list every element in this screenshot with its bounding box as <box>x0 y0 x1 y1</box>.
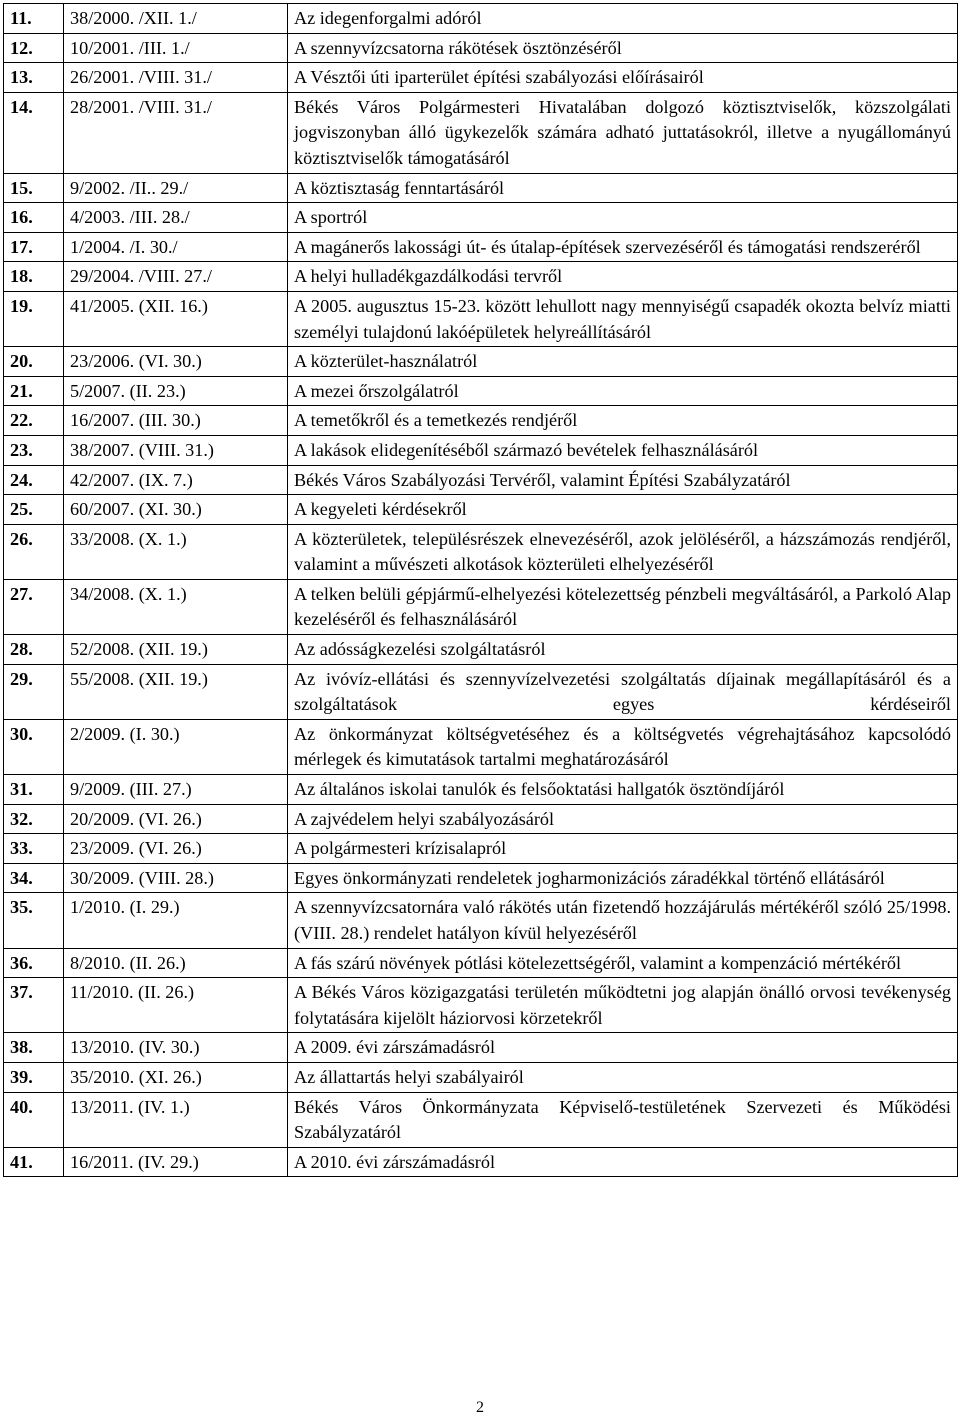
table-row <box>4 978 958 1033</box>
decree-reference: 1/2004. /I. 30./ <box>64 232 288 262</box>
decree-reference: 4/2003. /III. 28./ <box>64 203 288 233</box>
table-row <box>4 347 958 377</box>
decree-title: A köztisztaság fenntartásáról <box>288 173 958 203</box>
decree-title: A zajvédelem helyi szabályozásáról <box>288 804 958 834</box>
decree-title: A 2005. augusztus 15-23. között lehullott nagy mennyiségű csapadék okozta belvíz miatti személyi tulajdonú lakóépületek helyreállításáról <box>288 291 958 346</box>
decree-title: A fás szárú növények pótlási kötelezettségéről, valamint a kompenzáció mértékéről <box>288 948 958 978</box>
table-row <box>4 635 958 665</box>
decree-title: A 2009. évi zárszámadásról <box>288 1033 958 1063</box>
decree-reference: 33/2008. (X. 1.) <box>64 524 288 579</box>
row-number: 26. <box>4 524 64 579</box>
row-number: 38. <box>4 1033 64 1063</box>
row-number: 21. <box>4 376 64 406</box>
table-row <box>4 1062 958 1092</box>
decree-reference: 5/2007. (II. 23.) <box>64 376 288 406</box>
decree-title: Az ivóvíz-ellátási és szennyvízelvezetési szolgáltatás díjainak megállapításáról és a szolgáltatások egyes kérdéseiről <box>288 664 958 719</box>
decree-reference: 52/2008. (XII. 19.) <box>64 635 288 665</box>
decree-reference: 16/2007. (III. 30.) <box>64 406 288 436</box>
table-row <box>4 435 958 465</box>
decree-table-body <box>4 4 958 1177</box>
row-number: 30. <box>4 719 64 774</box>
decree-title: A temetőkről és a temetkezés rendjéről <box>288 406 958 436</box>
table-row <box>4 804 958 834</box>
table-row <box>4 376 958 406</box>
decree-reference: 13/2010. (IV. 30.) <box>64 1033 288 1063</box>
row-number: 18. <box>4 262 64 292</box>
decree-reference: 9/2002. /II.. 29./ <box>64 173 288 203</box>
decree-title: A telken belüli gépjármű-elhelyezési kötelezettség pénzbeli megváltásáról, a Parkoló Alap kezeléséről és felhasználásáról <box>288 579 958 634</box>
row-number: 39. <box>4 1062 64 1092</box>
row-number: 19. <box>4 291 64 346</box>
decree-title: A lakások elidegenítéséből származó bevételek felhasználásáról <box>288 435 958 465</box>
decree-reference: 35/2010. (XI. 26.) <box>64 1062 288 1092</box>
table-row <box>4 262 958 292</box>
table-row <box>4 1147 958 1177</box>
table-row <box>4 1092 958 1147</box>
decree-title: A szennyvízcsatorna rákötések ösztönzéséről <box>288 33 958 63</box>
table-row <box>4 173 958 203</box>
decree-reference: 16/2011. (IV. 29.) <box>64 1147 288 1177</box>
decree-title: Békés Város Szabályozási Tervéről, valamint Építési Szabályzatáról <box>288 465 958 495</box>
row-number: 31. <box>4 775 64 805</box>
decree-title: A közterület-használatról <box>288 347 958 377</box>
row-number: 28. <box>4 635 64 665</box>
row-number: 24. <box>4 465 64 495</box>
decree-title: A mezei őrszolgálatról <box>288 376 958 406</box>
decree-title: Békés Város Önkormányzata Képviselő-testületének Szervezeti és Működési Szabályzatáról <box>288 1092 958 1147</box>
row-number: 14. <box>4 92 64 173</box>
table-row <box>4 33 958 63</box>
row-number: 25. <box>4 495 64 525</box>
row-number: 36. <box>4 948 64 978</box>
decree-reference: 10/2001. /III. 1./ <box>64 33 288 63</box>
decree-title: A magánerős lakossági út- és útalap-építések szervezéséről és támogatási rendszeréről <box>288 232 958 262</box>
decree-title: A polgármesteri krízisalapról <box>288 834 958 864</box>
row-number: 11. <box>4 4 64 34</box>
table-row <box>4 863 958 893</box>
decree-reference: 1/2010. (I. 29.) <box>64 893 288 948</box>
decree-title: Az idegenforgalmi adóról <box>288 4 958 34</box>
table-row <box>4 291 958 346</box>
decree-reference: 23/2009. (VI. 26.) <box>64 834 288 864</box>
table-row <box>4 948 958 978</box>
decree-reference: 28/2001. /VIII. 31./ <box>64 92 288 173</box>
row-number: 32. <box>4 804 64 834</box>
decree-reference: 41/2005. (XII. 16.) <box>64 291 288 346</box>
table-row <box>4 664 958 719</box>
decree-title: A Vésztői úti iparterület építési szabályozási előírásairól <box>288 63 958 93</box>
row-number: 37. <box>4 978 64 1033</box>
row-number: 15. <box>4 173 64 203</box>
table-row <box>4 406 958 436</box>
decree-title: A szennyvízcsatornára való rákötés után fizetendő hozzájárulás mértékéről szóló 25/1998. (VIII. 28.) rendelet hatályon kívül helyezéséről <box>288 893 958 948</box>
table-row <box>4 834 958 864</box>
decree-reference: 55/2008. (XII. 19.) <box>64 664 288 719</box>
row-number: 33. <box>4 834 64 864</box>
table-row <box>4 775 958 805</box>
page-number: 2 <box>476 1399 484 1416</box>
table-row <box>4 893 958 948</box>
table-row <box>4 232 958 262</box>
row-number: 12. <box>4 33 64 63</box>
row-number: 13. <box>4 63 64 93</box>
row-number: 20. <box>4 347 64 377</box>
decree-reference: 42/2007. (IX. 7.) <box>64 465 288 495</box>
decree-title: A sportról <box>288 203 958 233</box>
table-row <box>4 465 958 495</box>
row-number: 34. <box>4 863 64 893</box>
table-row <box>4 495 958 525</box>
decree-title: A Békés Város közigazgatási területén működtetni jog alapján önálló orvosi tevékenység folytatására kijelölt háziorvosi körzetekről <box>288 978 958 1033</box>
table-row <box>4 4 958 34</box>
decree-reference: 60/2007. (XI. 30.) <box>64 495 288 525</box>
decree-title: Az általános iskolai tanulók és felsőoktatási hallgatók ösztöndíjáról <box>288 775 958 805</box>
decree-reference: 9/2009. (III. 27.) <box>64 775 288 805</box>
decree-reference: 20/2009. (VI. 26.) <box>64 804 288 834</box>
table-row <box>4 1033 958 1063</box>
table-row <box>4 719 958 774</box>
decree-reference: 11/2010. (II. 26.) <box>64 978 288 1033</box>
row-number: 35. <box>4 893 64 948</box>
decree-reference: 13/2011. (IV. 1.) <box>64 1092 288 1147</box>
decree-title: Az állattartás helyi szabályairól <box>288 1062 958 1092</box>
row-number: 23. <box>4 435 64 465</box>
decree-reference: 2/2009. (I. 30.) <box>64 719 288 774</box>
decree-reference: 38/2000. /XII. 1./ <box>64 4 288 34</box>
table-row <box>4 524 958 579</box>
decree-table <box>3 3 958 1177</box>
row-number: 29. <box>4 664 64 719</box>
table-row <box>4 579 958 634</box>
decree-title: Békés Város Polgármesteri Hivatalában dolgozó köztisztviselők, közszolgálati jogviszonyban álló ügykezelők számára adható juttatásokról, illetve a nyugállományú köztisztviselők támogatásáról <box>288 92 958 173</box>
decree-title: A 2010. évi zárszámadásról <box>288 1147 958 1177</box>
row-number: 27. <box>4 579 64 634</box>
table-row <box>4 92 958 173</box>
table-row <box>4 203 958 233</box>
decree-reference: 34/2008. (X. 1.) <box>64 579 288 634</box>
row-number: 16. <box>4 203 64 233</box>
row-number: 41. <box>4 1147 64 1177</box>
decree-reference: 8/2010. (II. 26.) <box>64 948 288 978</box>
decree-title: Egyes önkormányzati rendeletek jogharmonizációs záradékkal történő ellátásáról <box>288 863 958 893</box>
document-page <box>3 3 957 1177</box>
decree-title: Az önkormányzat költségvetéséhez és a költségvetés végrehajtásához kapcsolódó mérlegek és kimutatások tartalmi meghatározásáról <box>288 719 958 774</box>
decree-reference: 26/2001. /VIII. 31./ <box>64 63 288 93</box>
decree-reference: 29/2004. /VIII. 27./ <box>64 262 288 292</box>
decree-title: Az adósságkezelési szolgáltatásról <box>288 635 958 665</box>
decree-title: A helyi hulladékgazdálkodási tervről <box>288 262 958 292</box>
decree-title: A kegyeleti kérdésekről <box>288 495 958 525</box>
row-number: 22. <box>4 406 64 436</box>
decree-reference: 30/2009. (VIII. 28.) <box>64 863 288 893</box>
decree-title: A közterületek, településrészek elnevezéséről, azok jelöléséről, a házszámozás rendjéről, valamint a művészeti alkotások közterületi elhelyezéséről <box>288 524 958 579</box>
decree-reference: 38/2007. (VIII. 31.) <box>64 435 288 465</box>
row-number: 17. <box>4 232 64 262</box>
row-number: 40. <box>4 1092 64 1147</box>
table-row <box>4 63 958 93</box>
decree-reference: 23/2006. (VI. 30.) <box>64 347 288 377</box>
